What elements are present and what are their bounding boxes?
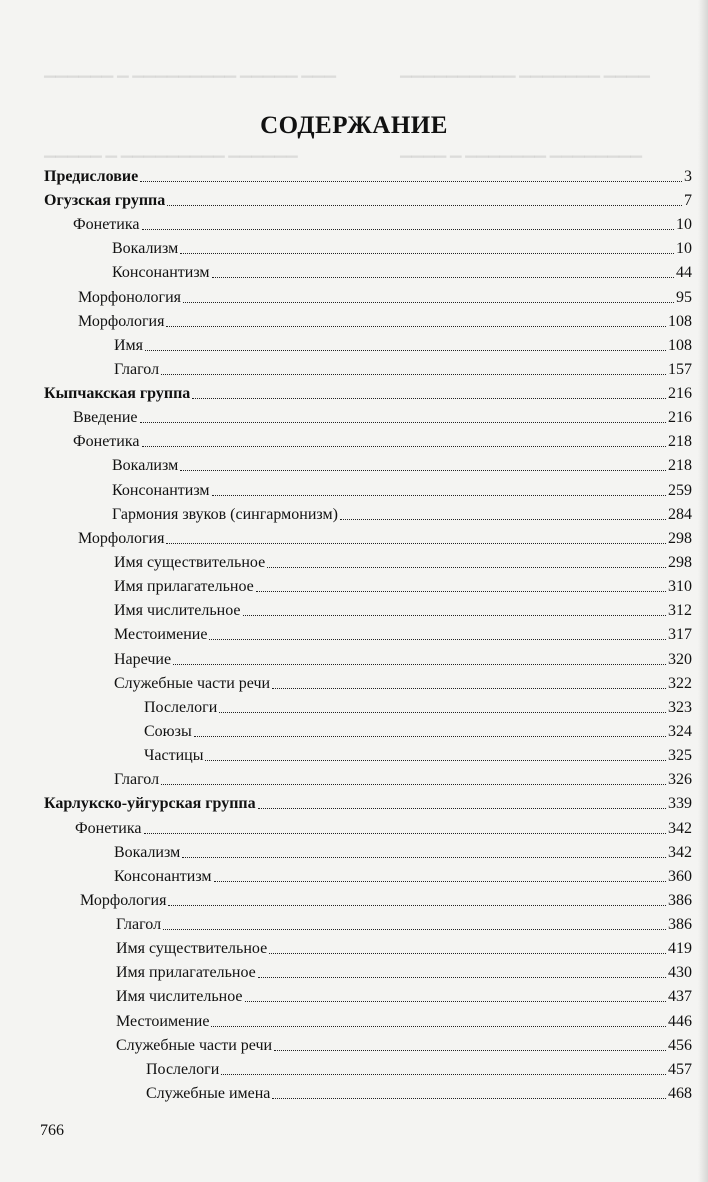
toc-entry-page: 108 bbox=[668, 313, 692, 330]
toc-entry-page: 108 bbox=[668, 337, 692, 354]
toc-entry-page: 324 bbox=[668, 723, 692, 740]
leader-dots bbox=[192, 398, 666, 399]
leader-dots bbox=[163, 929, 666, 930]
toc-entry-page: 360 bbox=[668, 868, 692, 885]
leader-dots bbox=[182, 857, 666, 858]
toc-entry bbox=[114, 650, 692, 670]
toc-entry-title: Наречие bbox=[114, 651, 172, 668]
toc-entry bbox=[114, 625, 692, 645]
toc-entry-title: Имя прилагательное bbox=[114, 578, 254, 595]
toc-entry-page: 386 bbox=[668, 892, 692, 909]
toc-entry-page: 457 bbox=[668, 1061, 692, 1078]
toc-entry-page: 312 bbox=[668, 602, 692, 619]
toc-entry-title: Служебные части речи bbox=[114, 675, 271, 692]
toc-entry-page: 284 bbox=[668, 506, 692, 523]
toc-entry-title: Кыпчакская группа bbox=[44, 385, 191, 402]
toc-entry-title: Карлукско-уйгурская группа bbox=[44, 795, 256, 812]
leader-dots bbox=[209, 639, 666, 640]
toc-entry-page: 456 bbox=[668, 1037, 692, 1054]
toc-entry bbox=[44, 167, 692, 187]
bleed-through-texture: ▁▁▁▁▁▁ ▁ ▁▁▁▁▁▁▁▁▁ ▁▁▁▁▁ ▁▁▁ ▁▁▁▁▁▁▁▁▁▁ ▁▁▁▁▁▁▁ ▁▁▁▁ ▁▁▁▁▁ ▁ ▁▁▁▁▁▁▁▁▁ ▁▁▁▁▁▁ ▁▁▁▁ ▁ ▁▁▁▁▁▁▁ ▁▁▁▁▁▁▁▁ bbox=[44, 62, 650, 158]
toc-entry bbox=[78, 312, 692, 332]
leader-dots bbox=[245, 1001, 666, 1002]
leader-dots bbox=[168, 905, 666, 906]
toc-entry bbox=[144, 698, 692, 718]
toc-entry-page: 320 bbox=[668, 651, 692, 668]
toc-entry bbox=[44, 191, 692, 211]
toc-entry-title: Фонетика bbox=[73, 433, 140, 450]
leader-dots bbox=[180, 470, 666, 471]
leader-dots bbox=[272, 688, 666, 689]
toc-entry-title: Союзы bbox=[144, 723, 192, 740]
toc-entry-title: Морфология bbox=[80, 892, 167, 909]
toc-entry-title: Консонантизм bbox=[112, 264, 210, 281]
toc-entry bbox=[144, 722, 692, 742]
page-edge-shadow bbox=[698, 0, 708, 1182]
toc-entry bbox=[114, 360, 692, 380]
leader-dots bbox=[221, 1074, 666, 1075]
leader-dots bbox=[183, 302, 674, 303]
toc-entry bbox=[114, 867, 692, 887]
toc-entry bbox=[112, 481, 692, 501]
toc-entry-title: Имя существительное bbox=[114, 554, 266, 571]
toc-entry-title: Глагол bbox=[114, 361, 160, 378]
toc-entry-page: 325 bbox=[668, 747, 692, 764]
leader-dots bbox=[173, 664, 666, 665]
leader-dots bbox=[274, 1050, 666, 1051]
toc-entry-title: Частицы bbox=[144, 747, 204, 764]
leader-dots bbox=[267, 567, 666, 568]
leader-dots bbox=[140, 422, 667, 423]
toc-entry-page: 317 bbox=[668, 626, 692, 643]
toc-entry-title: Огузская группа bbox=[44, 192, 166, 209]
toc-entry-page: 386 bbox=[668, 916, 692, 933]
toc-entry-page: 10 bbox=[676, 216, 692, 233]
toc-entry-title: Консонантизм bbox=[112, 482, 210, 499]
toc-entry bbox=[112, 456, 692, 476]
toc-entry-title: Имя числительное bbox=[116, 988, 243, 1005]
toc-entry bbox=[112, 239, 692, 259]
toc-entry-page: 216 bbox=[668, 409, 692, 426]
toc-entry bbox=[112, 505, 692, 525]
toc-entry-page: 342 bbox=[668, 844, 692, 861]
toc-entry-page: 218 bbox=[668, 433, 692, 450]
leader-dots bbox=[166, 326, 666, 327]
toc-entry-title: Фонетика bbox=[75, 820, 142, 837]
toc-entry bbox=[73, 432, 692, 452]
toc-entry-title: Морфология bbox=[78, 313, 165, 330]
leader-dots bbox=[212, 277, 674, 278]
toc-entry-page: 44 bbox=[676, 264, 692, 281]
toc-entry-title: Служебные части речи bbox=[116, 1037, 273, 1054]
toc-entry-title: Имя прилагательное bbox=[116, 964, 256, 981]
toc-entry-page: 298 bbox=[668, 530, 692, 547]
toc-entry-page: 95 bbox=[676, 289, 692, 306]
toc-entry-title: Послелоги bbox=[146, 1061, 220, 1078]
toc-entry-page: 322 bbox=[668, 675, 692, 692]
toc-entry-title: Местоимение bbox=[116, 1013, 210, 1030]
toc-entry-page: 339 bbox=[668, 795, 692, 812]
leader-dots bbox=[256, 591, 666, 592]
leader-dots bbox=[161, 374, 666, 375]
toc-entry bbox=[114, 843, 692, 863]
toc-entry bbox=[144, 746, 692, 766]
toc-entry-title: Глагол bbox=[116, 916, 162, 933]
toc-entry bbox=[80, 891, 692, 911]
toc-entry bbox=[146, 1060, 692, 1080]
toc-entry-page: 7 bbox=[684, 192, 692, 209]
toc-entry bbox=[114, 674, 692, 694]
toc-entry bbox=[116, 987, 692, 1007]
leader-dots bbox=[243, 615, 666, 616]
toc-entry bbox=[75, 819, 692, 839]
toc-entry bbox=[116, 939, 692, 959]
toc-entry-page: 298 bbox=[668, 554, 692, 571]
leader-dots bbox=[167, 205, 682, 206]
leader-dots bbox=[340, 519, 666, 520]
leader-dots bbox=[145, 350, 666, 351]
toc-entry bbox=[78, 288, 692, 308]
toc-entry bbox=[73, 408, 692, 428]
toc-entry-title: Морфонология bbox=[78, 289, 182, 306]
toc-entry bbox=[114, 553, 692, 573]
toc-entry-title: Вокализм bbox=[114, 844, 181, 861]
toc-entry-page: 437 bbox=[668, 988, 692, 1005]
page-number: 766 bbox=[40, 1122, 64, 1139]
leader-dots bbox=[214, 881, 666, 882]
toc-entry-page: 342 bbox=[668, 820, 692, 837]
toc-entry bbox=[114, 601, 692, 621]
toc-entry-page: 218 bbox=[668, 457, 692, 474]
leader-dots bbox=[180, 253, 674, 254]
toc-entry bbox=[116, 915, 692, 935]
leader-dots bbox=[219, 712, 666, 713]
toc-entry bbox=[114, 770, 692, 790]
toc-entry-page: 326 bbox=[668, 771, 692, 788]
leader-dots bbox=[258, 977, 666, 978]
leader-dots bbox=[212, 495, 666, 496]
toc-entry bbox=[146, 1084, 692, 1104]
toc-entry-page: 157 bbox=[668, 361, 692, 378]
toc-entry-page: 3 bbox=[684, 168, 692, 185]
toc-entry-page: 216 bbox=[668, 385, 692, 402]
leader-dots bbox=[269, 953, 666, 954]
leader-dots bbox=[142, 229, 675, 230]
toc-entry-page: 430 bbox=[668, 964, 692, 981]
leader-dots bbox=[258, 808, 666, 809]
toc-entry bbox=[116, 963, 692, 983]
toc-entry-title: Глагол bbox=[114, 771, 160, 788]
leader-dots bbox=[205, 760, 666, 761]
toc-entry bbox=[116, 1036, 692, 1056]
toc-entry-page: 446 bbox=[668, 1013, 692, 1030]
toc-entry-title: Предисловие bbox=[44, 168, 139, 185]
toc-entry-page: 10 bbox=[676, 240, 692, 257]
toc-entry-title: Служебные имена bbox=[146, 1085, 271, 1102]
toc-entry bbox=[112, 263, 692, 283]
toc-entry-title: Имя числительное bbox=[114, 602, 241, 619]
toc-entry-page: 323 bbox=[668, 699, 692, 716]
toc-entry bbox=[44, 384, 692, 404]
toc-entry bbox=[114, 336, 692, 356]
leader-dots bbox=[161, 784, 666, 785]
toc-entry bbox=[114, 577, 692, 597]
page-title: СОДЕРЖАНИЕ bbox=[260, 112, 448, 139]
toc-entry-title: Консонантизм bbox=[114, 868, 212, 885]
toc-entry-title: Введение bbox=[73, 409, 138, 426]
toc-entry-title: Имя существительное bbox=[116, 940, 268, 957]
toc-entry bbox=[73, 215, 692, 235]
toc-entry-page: 259 bbox=[668, 482, 692, 499]
toc-entry-title: Гармония звуков (сингармонизм) bbox=[112, 506, 338, 523]
leader-dots bbox=[144, 833, 667, 834]
leader-dots bbox=[166, 543, 666, 544]
toc-entry bbox=[116, 1012, 692, 1032]
toc-entry-title: Морфология bbox=[78, 530, 165, 547]
leader-dots bbox=[194, 736, 666, 737]
toc-entry bbox=[78, 529, 692, 549]
toc-entry-page: 468 bbox=[668, 1085, 692, 1102]
toc-entry-title: Вокализм bbox=[112, 240, 179, 257]
leader-dots bbox=[142, 446, 667, 447]
toc-entry bbox=[44, 794, 692, 814]
toc-entry-page: 310 bbox=[668, 578, 692, 595]
toc-entry-title: Вокализм bbox=[112, 457, 179, 474]
toc-entry-title: Имя bbox=[114, 337, 144, 354]
toc-entry-title: Послелоги bbox=[144, 699, 218, 716]
leader-dots bbox=[272, 1098, 666, 1099]
toc-entry-title: Фонетика bbox=[73, 216, 140, 233]
leader-dots bbox=[140, 181, 682, 182]
toc-entry-title: Местоимение bbox=[114, 626, 208, 643]
toc-entry-page: 419 bbox=[668, 940, 692, 957]
leader-dots bbox=[211, 1026, 666, 1027]
